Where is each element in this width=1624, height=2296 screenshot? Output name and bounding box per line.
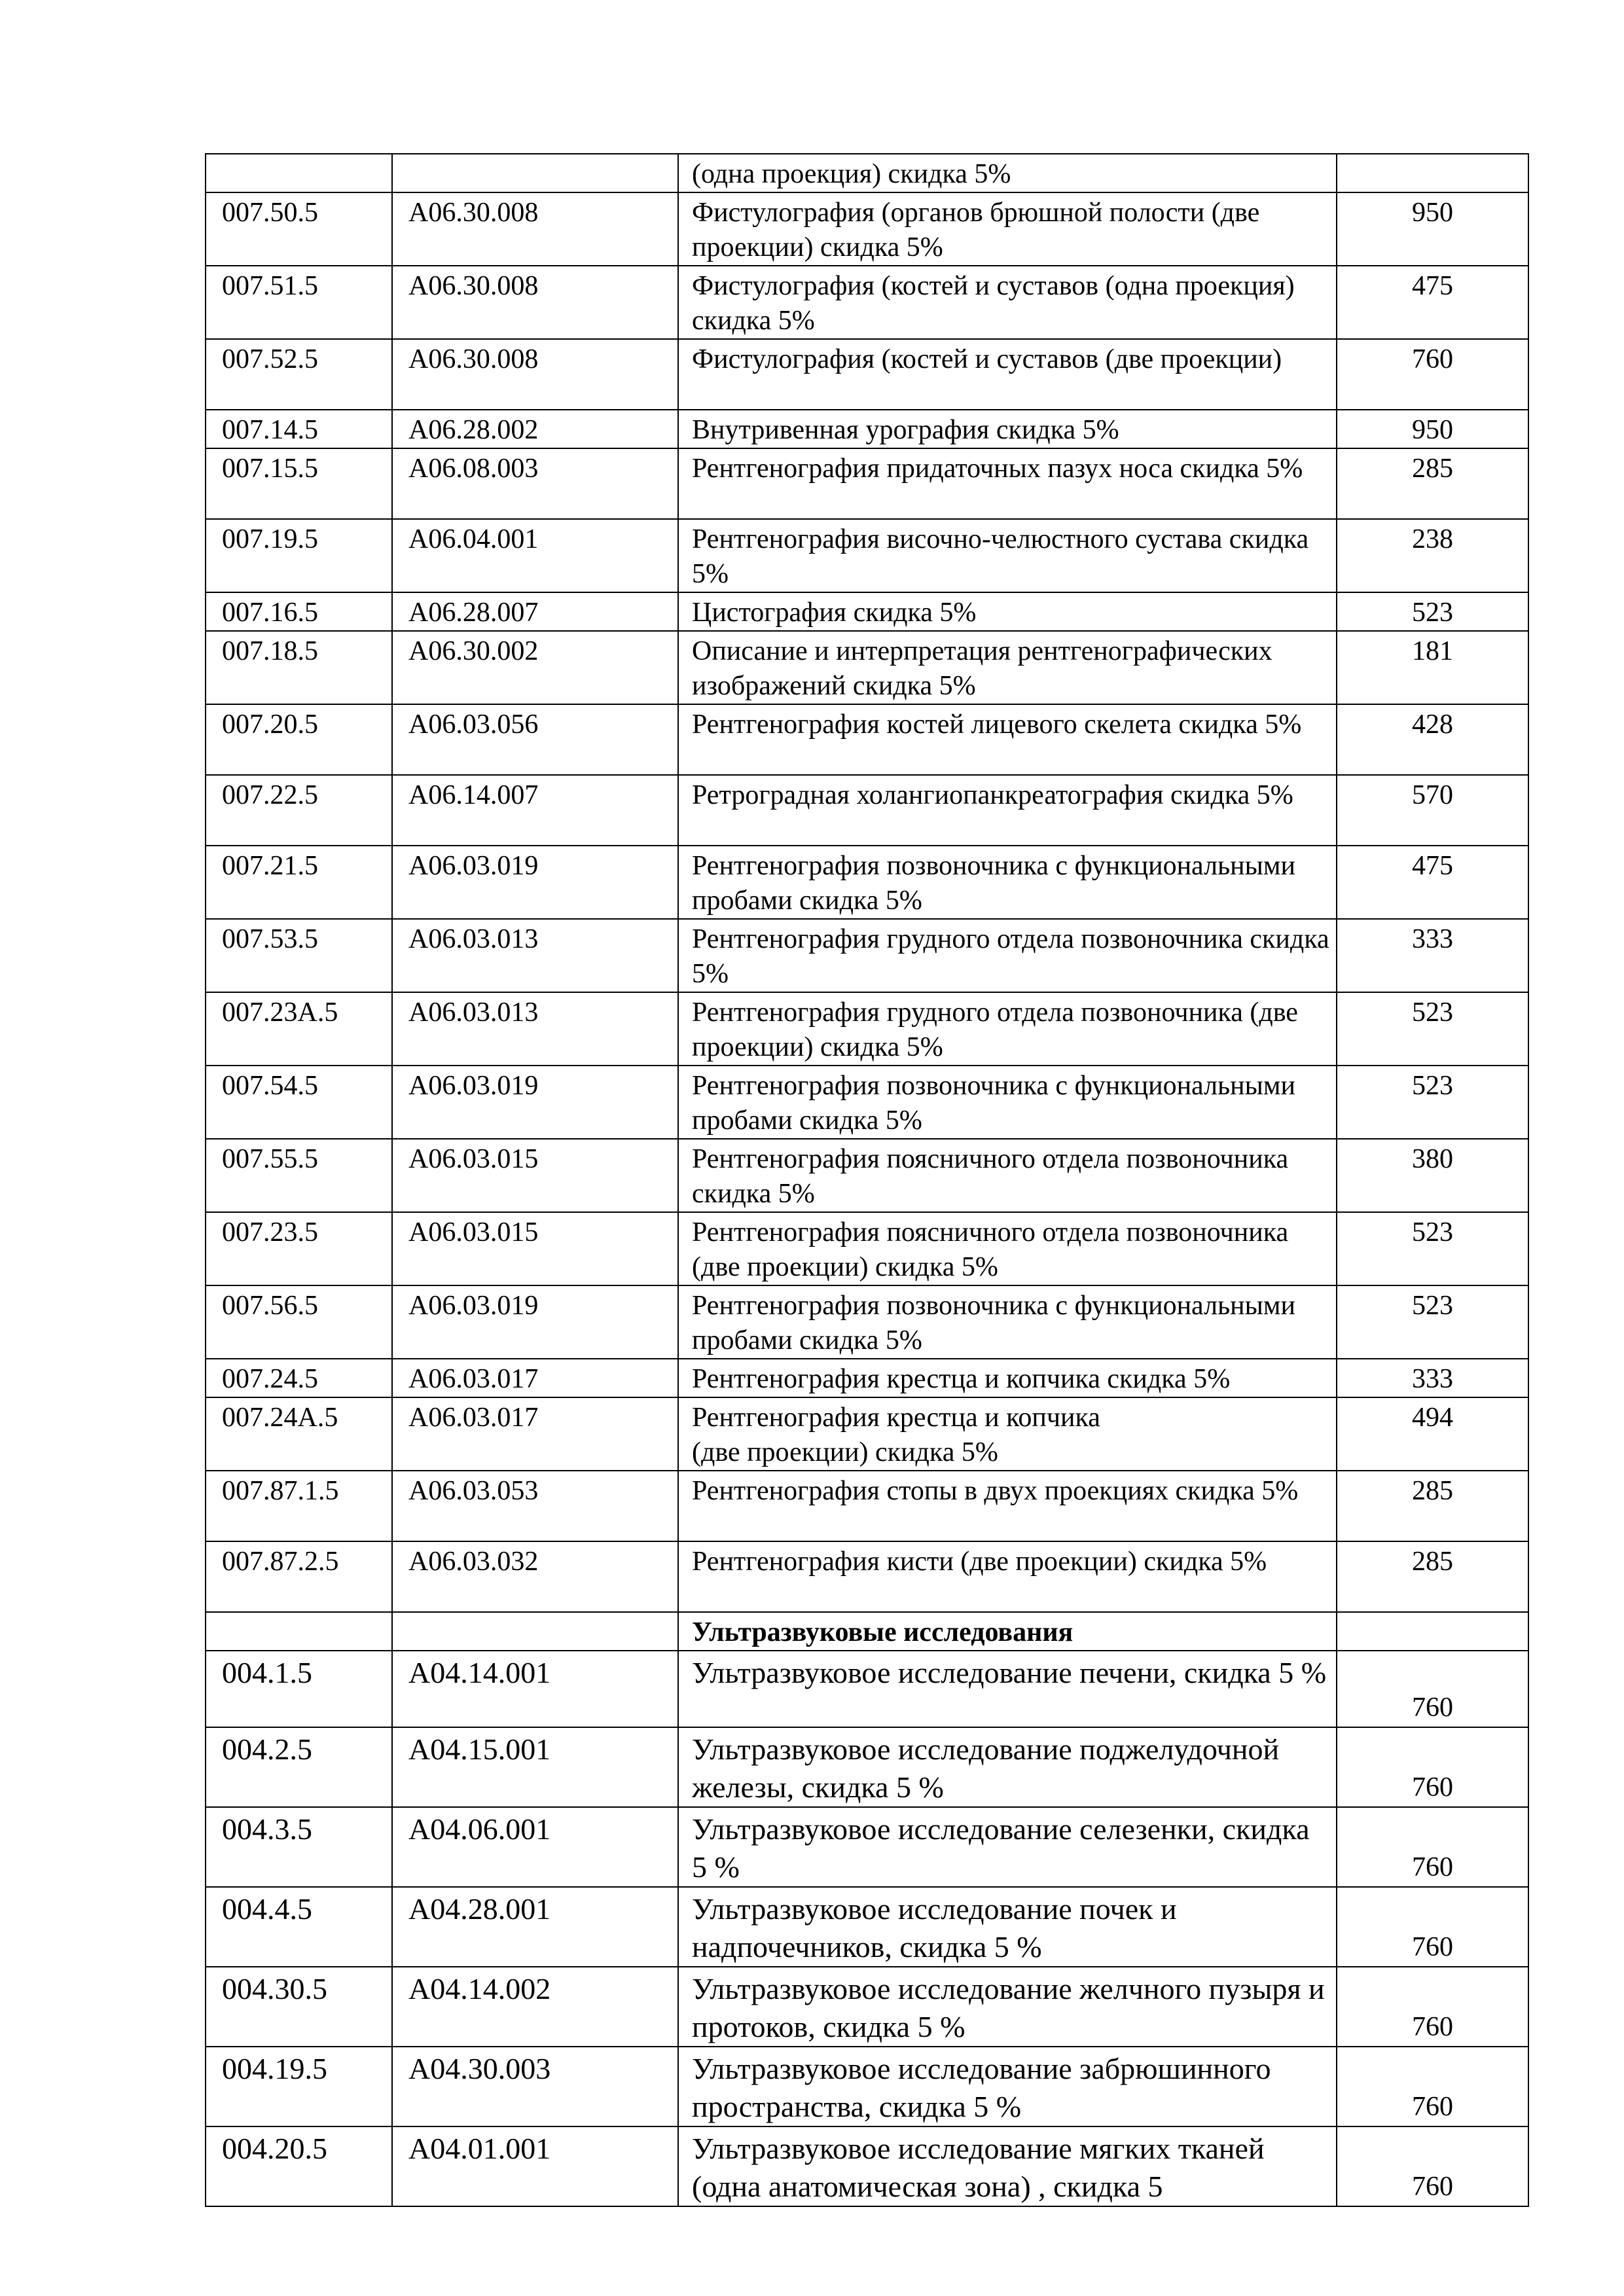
table-row bbox=[206, 1651, 1528, 1727]
table-row bbox=[206, 1397, 1528, 1471]
service-price: 523 bbox=[1337, 592, 1528, 631]
service-name: Ультразвуковое исследование селезенки, скидка 5 % bbox=[678, 1807, 1337, 1887]
service-name: Рентгенография височно-челюстного сустава скидка 5% bbox=[678, 519, 1337, 592]
service-name: Цистография скидка 5% bbox=[678, 592, 1337, 631]
service-name: Рентгенография позвоночника с функциональными пробами скидка 5% bbox=[678, 1285, 1337, 1359]
service-name: Фистулография (костей и суставов (одна проекция) скидка 5% bbox=[678, 266, 1337, 339]
service-name: Рентгенография поясничного отдела позвоночника (две проекции) скидка 5% bbox=[678, 1212, 1337, 1285]
service-price: 950 bbox=[1337, 192, 1528, 266]
service-code: 007.16.5 bbox=[206, 592, 392, 631]
nmu-code: A06.03.019 bbox=[392, 846, 678, 919]
table-row bbox=[206, 1066, 1528, 1139]
nmu-code: A04.14.002 bbox=[392, 1967, 678, 2047]
service-price: 494 bbox=[1337, 1397, 1528, 1471]
service-code bbox=[206, 154, 392, 192]
table-row bbox=[206, 846, 1528, 919]
table-row bbox=[206, 1887, 1528, 1967]
service-code: 007.15.5 bbox=[206, 448, 392, 519]
service-code: 007.24.5 bbox=[206, 1359, 392, 1397]
nmu-code: A06.03.019 bbox=[392, 1066, 678, 1139]
service-price: 760 bbox=[1337, 2126, 1528, 2206]
nmu-code: A04.14.001 bbox=[392, 1651, 678, 1727]
nmu-code: A06.03.032 bbox=[392, 1541, 678, 1612]
nmu-code: A06.03.019 bbox=[392, 1285, 678, 1359]
nmu-code: A04.01.001 bbox=[392, 2126, 678, 2206]
nmu-code: A06.30.008 bbox=[392, 192, 678, 266]
nmu-code: A04.15.001 bbox=[392, 1727, 678, 1807]
service-price: 523 bbox=[1337, 1212, 1528, 1285]
service-name: Ультразвуковое исследование почек и надпочечников, скидка 5 % bbox=[678, 1887, 1337, 1967]
table-row bbox=[206, 1285, 1528, 1359]
service-code: 007.19.5 bbox=[206, 519, 392, 592]
service-code: 007.23A.5 bbox=[206, 992, 392, 1066]
service-price: 760 bbox=[1337, 1807, 1528, 1887]
service-price: 475 bbox=[1337, 846, 1528, 919]
price-list-table bbox=[205, 153, 1529, 2207]
service-code: 007.53.5 bbox=[206, 919, 392, 992]
table-row bbox=[206, 339, 1528, 410]
table-row bbox=[206, 410, 1528, 448]
service-price: 285 bbox=[1337, 448, 1528, 519]
table-row bbox=[206, 1139, 1528, 1212]
table-row bbox=[206, 1967, 1528, 2047]
service-code: 004.19.5 bbox=[206, 2047, 392, 2126]
empty-cell bbox=[392, 1612, 678, 1651]
service-code: 004.3.5 bbox=[206, 1807, 392, 1887]
table-row bbox=[206, 704, 1528, 775]
service-code: 007.20.5 bbox=[206, 704, 392, 775]
service-price: 760 bbox=[1337, 339, 1528, 410]
service-code: 007.14.5 bbox=[206, 410, 392, 448]
service-code: 004.30.5 bbox=[206, 1967, 392, 2047]
service-code: 007.55.5 bbox=[206, 1139, 392, 1212]
service-name: Рентгенография позвоночника с функциональными пробами скидка 5% bbox=[678, 846, 1337, 919]
service-name: Рентгенография кисти (две проекции) скидка 5% bbox=[678, 1541, 1337, 1612]
section-title: Ультразвуковые исследования bbox=[678, 1612, 1337, 1651]
service-code: 007.54.5 bbox=[206, 1066, 392, 1139]
table-row bbox=[206, 1541, 1528, 1612]
service-price: 760 bbox=[1337, 1727, 1528, 1807]
nmu-code: A04.06.001 bbox=[392, 1807, 678, 1887]
table-row bbox=[206, 1359, 1528, 1397]
service-name: Рентгенография грудного отдела позвоночника (две проекции) скидка 5% bbox=[678, 992, 1337, 1066]
service-name: Ультразвуковое исследование желчного пузыря и протоков, скидка 5 % bbox=[678, 1967, 1337, 2047]
table-row bbox=[206, 192, 1528, 266]
table-row bbox=[206, 1471, 1528, 1541]
service-code: 007.50.5 bbox=[206, 192, 392, 266]
service-price: 760 bbox=[1337, 1967, 1528, 2047]
table-row bbox=[206, 1727, 1528, 1807]
table-row bbox=[206, 592, 1528, 631]
service-code: 004.1.5 bbox=[206, 1651, 392, 1727]
service-code: 004.4.5 bbox=[206, 1887, 392, 1967]
service-name: Ультразвуковое исследование забрюшинного пространства, скидка 5 % bbox=[678, 2047, 1337, 2126]
service-name: Описание и интерпретация рентгенографических изображений скидка 5% bbox=[678, 631, 1337, 704]
nmu-code bbox=[392, 154, 678, 192]
service-code: 007.87.2.5 bbox=[206, 1541, 392, 1612]
nmu-code: A06.03.013 bbox=[392, 992, 678, 1066]
table-row bbox=[206, 2047, 1528, 2126]
table-row bbox=[206, 448, 1528, 519]
service-name: Рентгенография крестца и копчика скидка 5% bbox=[678, 1359, 1337, 1397]
service-name: Рентгенография крестца и копчика (две проекции) скидка 5% bbox=[678, 1397, 1337, 1471]
service-code: 007.51.5 bbox=[206, 266, 392, 339]
service-name: Рентгенография грудного отдела позвоночника скидка 5% bbox=[678, 919, 1337, 992]
service-name: Рентгенография позвоночника с функциональными пробами скидка 5% bbox=[678, 1066, 1337, 1139]
empty-cell bbox=[1337, 1612, 1528, 1651]
service-name: Ретроградная холангиопанкреатография скидка 5% bbox=[678, 775, 1337, 846]
nmu-code: A06.30.008 bbox=[392, 266, 678, 339]
nmu-code: A06.03.056 bbox=[392, 704, 678, 775]
service-code: 004.2.5 bbox=[206, 1727, 392, 1807]
service-price: 285 bbox=[1337, 1541, 1528, 1612]
service-name: Рентгенография стопы в двух проекциях скидка 5% bbox=[678, 1471, 1337, 1541]
service-price: 760 bbox=[1337, 1651, 1528, 1727]
table-row bbox=[206, 631, 1528, 704]
service-price: 428 bbox=[1337, 704, 1528, 775]
service-name: Внутривенная урография скидка 5% bbox=[678, 410, 1337, 448]
service-code: 007.23.5 bbox=[206, 1212, 392, 1285]
empty-cell bbox=[206, 1612, 392, 1651]
service-code: 007.21.5 bbox=[206, 846, 392, 919]
service-price: 523 bbox=[1337, 1066, 1528, 1139]
service-price: 475 bbox=[1337, 266, 1528, 339]
nmu-code: A06.03.013 bbox=[392, 919, 678, 992]
nmu-code: A06.30.002 bbox=[392, 631, 678, 704]
table-row bbox=[206, 1212, 1528, 1285]
service-price: 380 bbox=[1337, 1139, 1528, 1212]
service-code: 007.18.5 bbox=[206, 631, 392, 704]
service-name: Фистулография (органов брюшной полости (две проекции) скидка 5% bbox=[678, 192, 1337, 266]
service-code: 007.56.5 bbox=[206, 1285, 392, 1359]
table-row bbox=[206, 1807, 1528, 1887]
service-code: 007.22.5 bbox=[206, 775, 392, 846]
nmu-code: A06.14.007 bbox=[392, 775, 678, 846]
service-name: Ультразвуковое исследование печени, скидка 5 % bbox=[678, 1651, 1337, 1727]
service-price: 760 bbox=[1337, 1887, 1528, 1967]
nmu-code: A06.30.008 bbox=[392, 339, 678, 410]
service-name: Фистулография (костей и суставов (две проекции) bbox=[678, 339, 1337, 410]
nmu-code: A06.28.007 bbox=[392, 592, 678, 631]
table-row bbox=[206, 519, 1528, 592]
service-price: 333 bbox=[1337, 1359, 1528, 1397]
service-name: Рентгенография костей лицевого скелета скидка 5% bbox=[678, 704, 1337, 775]
service-price: 950 bbox=[1337, 410, 1528, 448]
price-list-body bbox=[206, 154, 1528, 2206]
section-header-row bbox=[206, 1612, 1528, 1651]
service-code: 004.20.5 bbox=[206, 2126, 392, 2206]
service-code: 007.87.1.5 bbox=[206, 1471, 392, 1541]
nmu-code: A06.04.001 bbox=[392, 519, 678, 592]
service-name: Ультразвуковое исследование мягких тканей (одна анатомическая зона) , скидка 5 bbox=[678, 2126, 1337, 2206]
nmu-code: A06.03.017 bbox=[392, 1397, 678, 1471]
service-price: 238 bbox=[1337, 519, 1528, 592]
table-row bbox=[206, 266, 1528, 339]
service-price: 760 bbox=[1337, 2047, 1528, 2126]
nmu-code: A06.03.015 bbox=[392, 1139, 678, 1212]
service-name: (одна проекция) скидка 5% bbox=[678, 154, 1337, 192]
service-code: 007.52.5 bbox=[206, 339, 392, 410]
nmu-code: A04.30.003 bbox=[392, 2047, 678, 2126]
service-price: 570 bbox=[1337, 775, 1528, 846]
service-code: 007.24A.5 bbox=[206, 1397, 392, 1471]
table-row bbox=[206, 2126, 1528, 2206]
nmu-code: A06.03.015 bbox=[392, 1212, 678, 1285]
service-name: Рентгенография поясничного отдела позвоночника скидка 5% bbox=[678, 1139, 1337, 1212]
table-row bbox=[206, 775, 1528, 846]
nmu-code: A06.08.003 bbox=[392, 448, 678, 519]
service-price bbox=[1337, 154, 1528, 192]
service-name: Ультразвуковое исследование поджелудочной железы, скидка 5 % bbox=[678, 1727, 1337, 1807]
service-name: Рентгенография придаточных пазух носа скидка 5% bbox=[678, 448, 1337, 519]
nmu-code: A04.28.001 bbox=[392, 1887, 678, 1967]
nmu-code: A06.03.053 bbox=[392, 1471, 678, 1541]
table-row bbox=[206, 992, 1528, 1066]
service-price: 523 bbox=[1337, 1285, 1528, 1359]
service-price: 285 bbox=[1337, 1471, 1528, 1541]
service-price: 523 bbox=[1337, 992, 1528, 1066]
service-price: 181 bbox=[1337, 631, 1528, 704]
table-row bbox=[206, 919, 1528, 992]
service-price: 333 bbox=[1337, 919, 1528, 992]
nmu-code: A06.28.002 bbox=[392, 410, 678, 448]
nmu-code: A06.03.017 bbox=[392, 1359, 678, 1397]
table-row bbox=[206, 154, 1528, 192]
